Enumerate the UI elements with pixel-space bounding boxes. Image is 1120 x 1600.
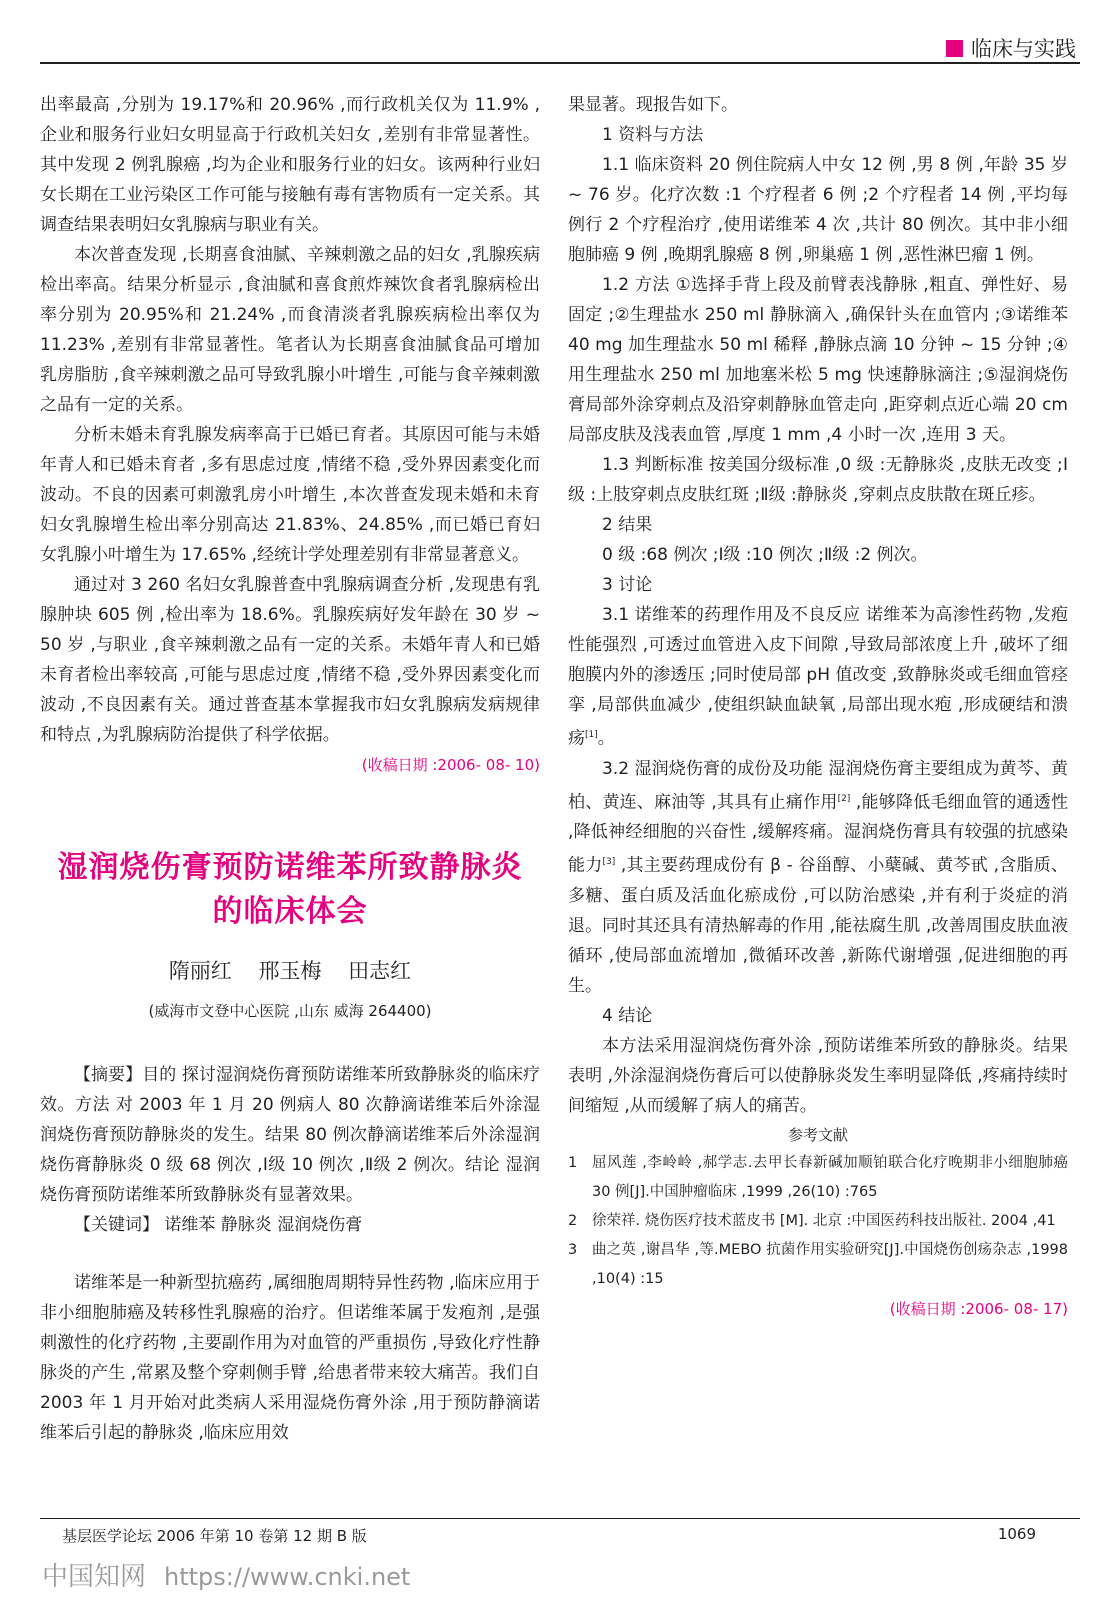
section-paragraph: 1.1 临床资料 20 例住院病人中女 12 例 ,男 8 例 ,年龄 35 岁 ~ 76 岁。化疗次数 :1 个疗程者 6 例 ;2 个疗程者 14 例 ,平均每例行 2 个疗程治疗 ,使用诺维苯 4 次 ,共计 80 例次。其中非小细胞肺癌 9 例 ,晚期乳腺癌 8 例 ,卵巢癌 1 例 ,恶性淋巴瘤 1 例。: [568, 155, 1068, 265]
citation-ref: [2]: [837, 793, 851, 804]
reference-number: 3: [568, 1241, 578, 1258]
reference-number: 2: [568, 1212, 578, 1229]
citation-ref: [3]: [602, 857, 616, 868]
article-title-line1: 湿润烧伤膏预防诺维苯所致静脉炎: [57, 850, 523, 885]
header-rule: [40, 62, 1080, 64]
abstract-label: 【摘要】: [74, 1065, 143, 1085]
section-name: 临床与实践: [971, 37, 1076, 61]
affiliation: (威海市文登中心医院 ,山东 威海 264400): [148, 1002, 432, 1020]
section-heading: 1 资料与方法: [602, 125, 704, 145]
prev-paragraph: 本次普查发现 ,长期喜食油腻、辛辣刺激之品的妇女 ,乳腺疾病检出率高。结果分析显示 ,食油腻和喜食煎炸辣饮食者乳腺病检出率分别为 20.95%和 21.24% ,而食清淡者乳腺疾病检出率仅为 11.23% ,差别有非常显著性。笔者认为长期喜食油腻食品可增加乳房脂肪 ,食辛辣刺激之品可导致乳腺小叶增生 ,可能与食辛辣刺激之品有一定的关系。: [40, 245, 540, 415]
keywords: [40, 1210, 540, 1240]
text-run: 。: [597, 728, 615, 749]
watermark-name: 中国知网: [42, 1562, 147, 1592]
abstract-text: 目的 探讨湿润烧伤膏预防诺维苯所致静脉炎的临床疗效。方法 对 2003 年 1 月 20 例病人 80 次静滴诺维苯后外涂湿润烧伤膏预防静脉炎的发生。结果 80 例次静滴诺维苯后外涂湿润烧伤膏静脉炎 0 级 68 例次 ,Ⅰ级 10 例次 ,Ⅱ级 2 例次。结论 湿润烧伤膏预防诺维苯所致静脉炎有显著效果。: [40, 1065, 541, 1205]
section-paragraph: [568, 754, 1068, 1001]
received-date: (收稿日期 :2006- 08- 17): [889, 1299, 1068, 1318]
prev-paragraph: 通过对 3 260 名妇女乳腺普查中乳腺病调查分析 ,发现患有乳腺肿块 605 例 ,检出率为 18.6%。乳腺疾病好发年龄在 30 岁 ~ 50 岁 ,与职业 ,食辛辣刺激之品有一定的关系。未婚年青人和已婚未育者检出率较高 ,可能与思虑过度 ,情绪不稳 ,受外界因素变化而波动 ,不良因素有关。通过普查基本掌握我市妇女乳腺病发病规律和特点 ,为乳腺病防治提供了科学依据。: [40, 575, 540, 745]
reference-item: [568, 1236, 1068, 1294]
left-column: [40, 90, 540, 1448]
watermark-url[interactable]: https://www.cnki.net: [164, 1563, 411, 1591]
prev-paragraph: 分析未婚未育乳腺发病率高于已婚已育者。其原因可能与未婚年青人和已婚未育者 ,多有思虑过度 ,情绪不稳 ,受外界因素变化而波动。不良的因素可刺激乳房小叶增生 ,本次普查发现未婚和未育妇女乳腺增生检出率分别高达 21.83%、24.85% ,而已婚已育妇女乳腺小叶增生为 17.65% ,经统计学处理差别有非常显著意义。: [40, 425, 540, 565]
text-run: 3.2 湿润烧伤膏的成份及功能 湿润烧伤膏主要组成为黄芩、黄柏、黄连、麻油等 ,其具有止痛作用: [568, 758, 1068, 813]
journal-info: 基层医学论坛 2006 年第 10 卷第 12 期 B 版: [62, 1527, 367, 1545]
page-number: 1069: [997, 1525, 1036, 1543]
section-heading: 4 结论: [602, 1005, 653, 1026]
article-title: [40, 846, 540, 934]
citation-ref: [1]: [585, 730, 598, 740]
text-run: ,其主要药理成份有 β - 谷甾醇、小蘖碱、黄芩甙 ,含脂质、多糖、蛋白质及活血化瘀成份 ,可以防治感染 ,并有利于炎症的消退。同时其还具有清热解毒的作用 ,能祛腐生肌 ,改善周围皮肤血液循环 ,使局部血流增加 ,微循环改善 ,新陈代谢增强 ,促进细胞的再生。: [568, 855, 1069, 996]
intro-continued: 果显著。现报告如下。: [568, 95, 738, 115]
authors: 隋丽红 邢玉梅 田志红: [168, 959, 412, 983]
section-paragraph: 1.3 判断标准 按美国分级标准 ,0 级 :无静脉炎 ,皮肤无改变 ;Ⅰ级 :上肢穿刺点皮肤红斑 ;Ⅱ级 :静脉炎 ,穿刺点皮肤散在斑丘疹。: [568, 455, 1068, 505]
intro-paragraph: 诺维苯是一种新型抗癌药 ,属细胞周期特异性药物 ,临床应用于非小细胞肺癌及转移性乳腺癌的治疗。但诺维苯属于发疱剂 ,是强刺激性的化疗药物 ,主要副作用为对血管的严重损伤 ,导致化疗性静脉炎的产生 ,常累及整个穿刺侧手臂 ,给患者带来较大痛苦。我们自 2003 年 1 月开始对此类病人采用湿烧伤膏外涂 ,用于预防静滴诺维苯后引起的静脉炎 ,临床应用效: [40, 1273, 540, 1443]
reference-item: [568, 1149, 1068, 1207]
section-tag: [946, 33, 1076, 63]
keywords-label: 【关键词】: [74, 1215, 159, 1235]
section-heading: 3 讨论: [602, 575, 653, 595]
keywords-text: 诺维苯 静脉炎 湿润烧伤膏: [164, 1215, 363, 1235]
section-paragraph: 本方法采用湿润烧伤膏外涂 ,预防诺维苯所致的静脉炎。结果表明 ,外涂湿润烧伤膏后可以使静脉炎发生率明显降低 ,疼痛持续时间缩短 ,从而缓解了病人的痛苦。: [568, 1035, 1068, 1116]
abstract: [40, 1060, 540, 1210]
section-paragraph: [568, 600, 1068, 754]
text-run: 3.1 诺维苯的药理作用及不良反应 诺维苯为高渗性药物 ,发疱性能强烈 ,可透过血管进入皮下间隙 ,导致局部浓度上升 ,破坏了细胞膜内外的渗透压 ;同时使局部 pH 值改变 ,致静脉炎或毛细血管痉挛 ,局部供血减少 ,使组织缺血缺氧 ,局部出现水疱 ,形成硬结和溃疡: [568, 605, 1068, 749]
reference-text: 徐荣祥. 烧伤医疗技术蓝皮书 [M]. 北京 :中国医药科技出版社. 2004 ,41: [592, 1212, 1056, 1229]
footer-rule: [40, 1518, 1080, 1519]
section-paragraph: 1.2 方法 ①选择手背上段及前臂表浅静脉 ,粗直、弹性好、易固定 ;②生理盐水 250 ml 静脉滴入 ,确保针头在血管内 ;③诺维苯 40 mg 加生理盐水 50 ml 稀释 ,静脉点滴 10 分钟 ~ 15 分钟 ;④用生理盐水 250 ml 加地塞米松 5 mg 快速静脉滴注 ;⑤湿润烧伤膏局部外涂穿刺点及沿穿刺静脉血管走向 ,距穿刺点近心端 20 cm局部皮肤及浅表血管 ,厚度 1 mm ,4 小时一次 ,连用 3 天。: [568, 275, 1068, 445]
prev-paragraph: 出率最高 ,分别为 19.17%和 20.96% ,而行政机关仅为 11.9% ,企业和服务行业妇女明显高于行政机关妇女 ,差别有非常显著性。其中发现 2 例乳腺癌 ,均为企业和服务行业的妇女。该两种行业妇女长期在工业污染区工作可能与接触有毒有害物质有一定关系。其调查结果表明妇女乳腺病与职业有关。: [40, 95, 540, 235]
section-heading: 2 结果: [602, 515, 653, 535]
text-run: ,能够降低毛细血管的通透性 ,降低神经细胞的兴奋性 ,缓解疼痛。湿润烧伤膏具有较强的抗感染能力: [568, 792, 1068, 876]
reference-text: 屈风莲 ,李岭岭 ,郝学志.去甲长春新碱加顺铂联合化疗晚期非小细胞肺癌 30 例[J].中国肿瘤临床 ,1999 ,26(10) :765: [592, 1154, 1068, 1200]
right-column: [568, 90, 1068, 1324]
article-title-line2: 的临床体会: [212, 894, 368, 929]
reference-text: 曲之英 ,谢昌华 ,等.MEBO 抗菌作用实验研究[J].中国烧伤创疡杂志 ,1998 ,10(4) :15: [592, 1241, 1068, 1287]
section-paragraph: 0 级 :68 例次 ;Ⅰ级 :10 例次 ;Ⅱ级 :2 例次。: [602, 545, 928, 565]
reference-number: 1: [568, 1154, 578, 1171]
prev-received-date: (收稿日期 :2006- 08- 10): [361, 756, 540, 774]
section-marker-icon: [946, 40, 963, 57]
references-title: 参考文献: [787, 1125, 848, 1144]
watermark: [42, 1556, 410, 1593]
reference-item: [568, 1207, 1068, 1236]
